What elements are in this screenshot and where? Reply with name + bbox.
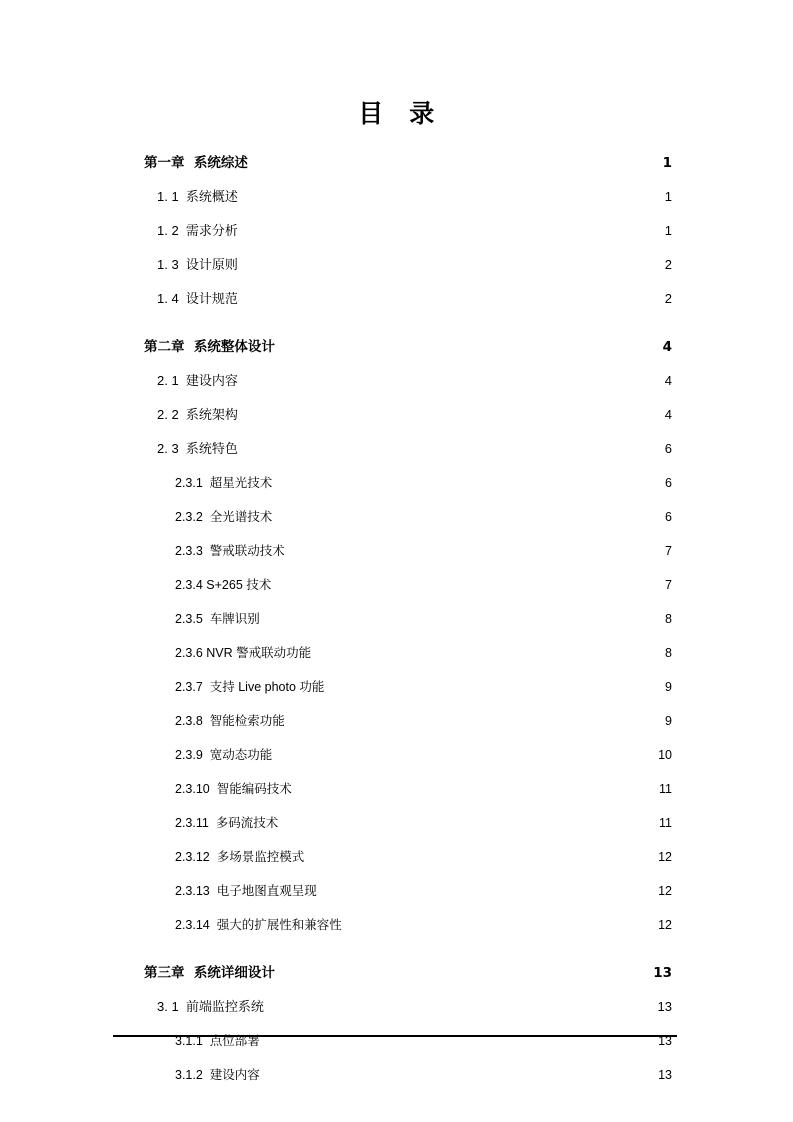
toc-entry-label: 2.3.13 电子地图直观呈现 <box>175 884 317 898</box>
toc-dot-leader <box>240 290 664 303</box>
toc-entry-label: 3.1.2 建设内容 <box>175 1068 260 1082</box>
toc-dot-leader <box>277 964 652 978</box>
toc-dot-leader <box>240 188 664 201</box>
toc-dot-leader <box>262 611 664 624</box>
toc-entry[interactable] <box>0 568 793 602</box>
toc-dot-leader <box>273 577 664 590</box>
table-of-contents <box>0 146 793 1092</box>
toc-entry-page-number: 7 <box>665 578 672 592</box>
toc-dot-leader <box>319 883 657 896</box>
toc-entry[interactable] <box>0 432 793 466</box>
toc-entry-page-number: 8 <box>665 646 672 660</box>
toc-dot-leader <box>274 475 664 488</box>
toc-entry[interactable] <box>0 534 793 568</box>
toc-dot-leader <box>277 338 662 352</box>
toc-entry-label: 2.3.2 全光谱技术 <box>175 510 273 524</box>
toc-entry[interactable] <box>0 180 793 214</box>
toc-dot-leader <box>240 440 664 453</box>
toc-dot-leader <box>294 781 658 794</box>
toc-entry[interactable] <box>0 806 793 840</box>
toc-entry-page-number: 2 <box>664 291 672 306</box>
toc-entry-label: 2. 1 建设内容 <box>157 373 238 388</box>
toc-dot-leader <box>344 917 657 930</box>
toc-entry[interactable] <box>0 636 793 670</box>
toc-entry[interactable] <box>0 990 793 1024</box>
toc-entry-page-number: 6 <box>665 476 672 490</box>
toc-entry[interactable] <box>0 704 793 738</box>
toc-entry-page-number: 4 <box>662 339 672 355</box>
toc-entry-label: 2.3.7 支持 Live photo 功能 <box>175 680 325 694</box>
toc-dot-leader <box>240 222 664 235</box>
toc-entry-label: 2.3.6 NVR 警戒联动功能 <box>175 646 312 660</box>
toc-dot-leader <box>274 747 657 760</box>
toc-entry-page-number: 6 <box>664 441 672 456</box>
toc-entry-page-number: 12 <box>658 884 672 898</box>
toc-dot-leader <box>274 509 664 522</box>
toc-entry-label: 2.3.3 警戒联动技术 <box>175 544 285 558</box>
toc-entry-label: 2. 2 系统架构 <box>157 407 238 422</box>
toc-entry-label: 1. 3 设计原则 <box>157 257 238 272</box>
toc-entry-label: 2.3.11 多码流技术 <box>175 816 279 830</box>
toc-entry[interactable] <box>0 840 793 874</box>
toc-entry[interactable] <box>0 282 793 316</box>
toc-entry[interactable] <box>0 330 793 364</box>
toc-entry[interactable] <box>0 874 793 908</box>
toc-entry-label: 1. 2 需求分析 <box>157 223 238 238</box>
toc-entry-page-number: 2 <box>664 257 672 272</box>
toc-entry[interactable] <box>0 738 793 772</box>
toc-entry-label: 2.3.8 智能检索功能 <box>175 714 285 728</box>
toc-entry[interactable] <box>0 214 793 248</box>
toc-entry-page-number: 1 <box>664 223 672 238</box>
toc-entry[interactable] <box>0 1024 793 1058</box>
toc-entry-page-number: 9 <box>665 680 672 694</box>
toc-entry[interactable] <box>0 602 793 636</box>
toc-entry[interactable] <box>0 146 793 180</box>
toc-entry-page-number: 11 <box>659 816 672 830</box>
toc-entry-label: 1. 4 设计规范 <box>157 291 238 306</box>
toc-entry-page-number: 12 <box>658 918 672 932</box>
toc-dot-leader <box>287 543 664 556</box>
toc-entry-page-number: 1 <box>664 189 672 204</box>
toc-dot-leader <box>306 849 657 862</box>
toc-entry-page-number: 13 <box>657 999 672 1014</box>
toc-entry-page-number: 12 <box>658 850 672 864</box>
toc-entry-page-number: 1 <box>662 155 672 171</box>
footer-divider <box>113 1035 677 1037</box>
toc-entry[interactable] <box>0 908 793 942</box>
toc-entry-page-number: 13 <box>653 965 672 981</box>
toc-entry-label: 2.3.14 强大的扩展性和兼容性 <box>175 918 342 932</box>
toc-entry-page-number: 9 <box>665 714 672 728</box>
toc-entry-page-number: 13 <box>658 1068 672 1082</box>
toc-entry-label: 1. 1 系统概述 <box>157 189 238 204</box>
toc-entry-page-number: 4 <box>664 373 672 388</box>
toc-entry-label: 第三章 系统详细设计 <box>144 965 275 981</box>
toc-entry-page-number: 11 <box>659 782 672 796</box>
toc-entry-page-number: 10 <box>658 748 672 762</box>
toc-entry-label: 2.3.10 智能编码技术 <box>175 782 292 796</box>
toc-entry[interactable] <box>0 500 793 534</box>
toc-entry[interactable] <box>0 956 793 990</box>
toc-entry[interactable] <box>0 1058 793 1092</box>
toc-entry[interactable] <box>0 398 793 432</box>
toc-entry[interactable] <box>0 466 793 500</box>
toc-dot-leader <box>240 256 664 269</box>
page-title: 目 录 <box>358 99 435 128</box>
toc-entry[interactable] <box>0 772 793 806</box>
toc-entry-page-number: 6 <box>665 510 672 524</box>
toc-entry-label: 2. 3 系统特色 <box>157 441 238 456</box>
toc-entry-page-number: 13 <box>658 1034 672 1048</box>
toc-entry[interactable] <box>0 248 793 282</box>
toc-entry-page-number: 7 <box>665 544 672 558</box>
toc-entry-label: 3. 1 前端监控系统 <box>157 999 264 1014</box>
toc-entry-label: 第一章 系统综述 <box>144 155 248 171</box>
toc-entry-label: 2.3.12 多场景监控模式 <box>175 850 305 864</box>
toc-entry-label: 2.3.4 S+265 技术 <box>175 578 272 592</box>
toc-entry-label: 2.3.5 车牌识别 <box>175 612 260 626</box>
toc-entry-label: 2.3.1 超星光技术 <box>175 476 273 490</box>
toc-dot-leader <box>250 154 662 168</box>
toc-dot-leader <box>266 998 657 1011</box>
toc-dot-leader <box>240 372 664 385</box>
toc-entry-label: 3.1.1 点位部署 <box>175 1034 260 1048</box>
toc-entry-page-number: 8 <box>665 612 672 626</box>
toc-dot-leader <box>313 645 664 658</box>
toc-dot-leader <box>287 713 664 726</box>
toc-dot-leader <box>326 679 664 692</box>
toc-entry[interactable] <box>0 364 793 398</box>
toc-entry-page-number: 4 <box>664 407 672 422</box>
toc-entry[interactable] <box>0 670 793 704</box>
toc-dot-leader <box>240 406 664 419</box>
toc-dot-leader <box>262 1067 657 1080</box>
toc-entry-label: 2.3.9 宽动态功能 <box>175 748 273 762</box>
toc-entry-label: 第二章 系统整体设计 <box>144 339 275 355</box>
toc-dot-leader <box>280 815 658 828</box>
